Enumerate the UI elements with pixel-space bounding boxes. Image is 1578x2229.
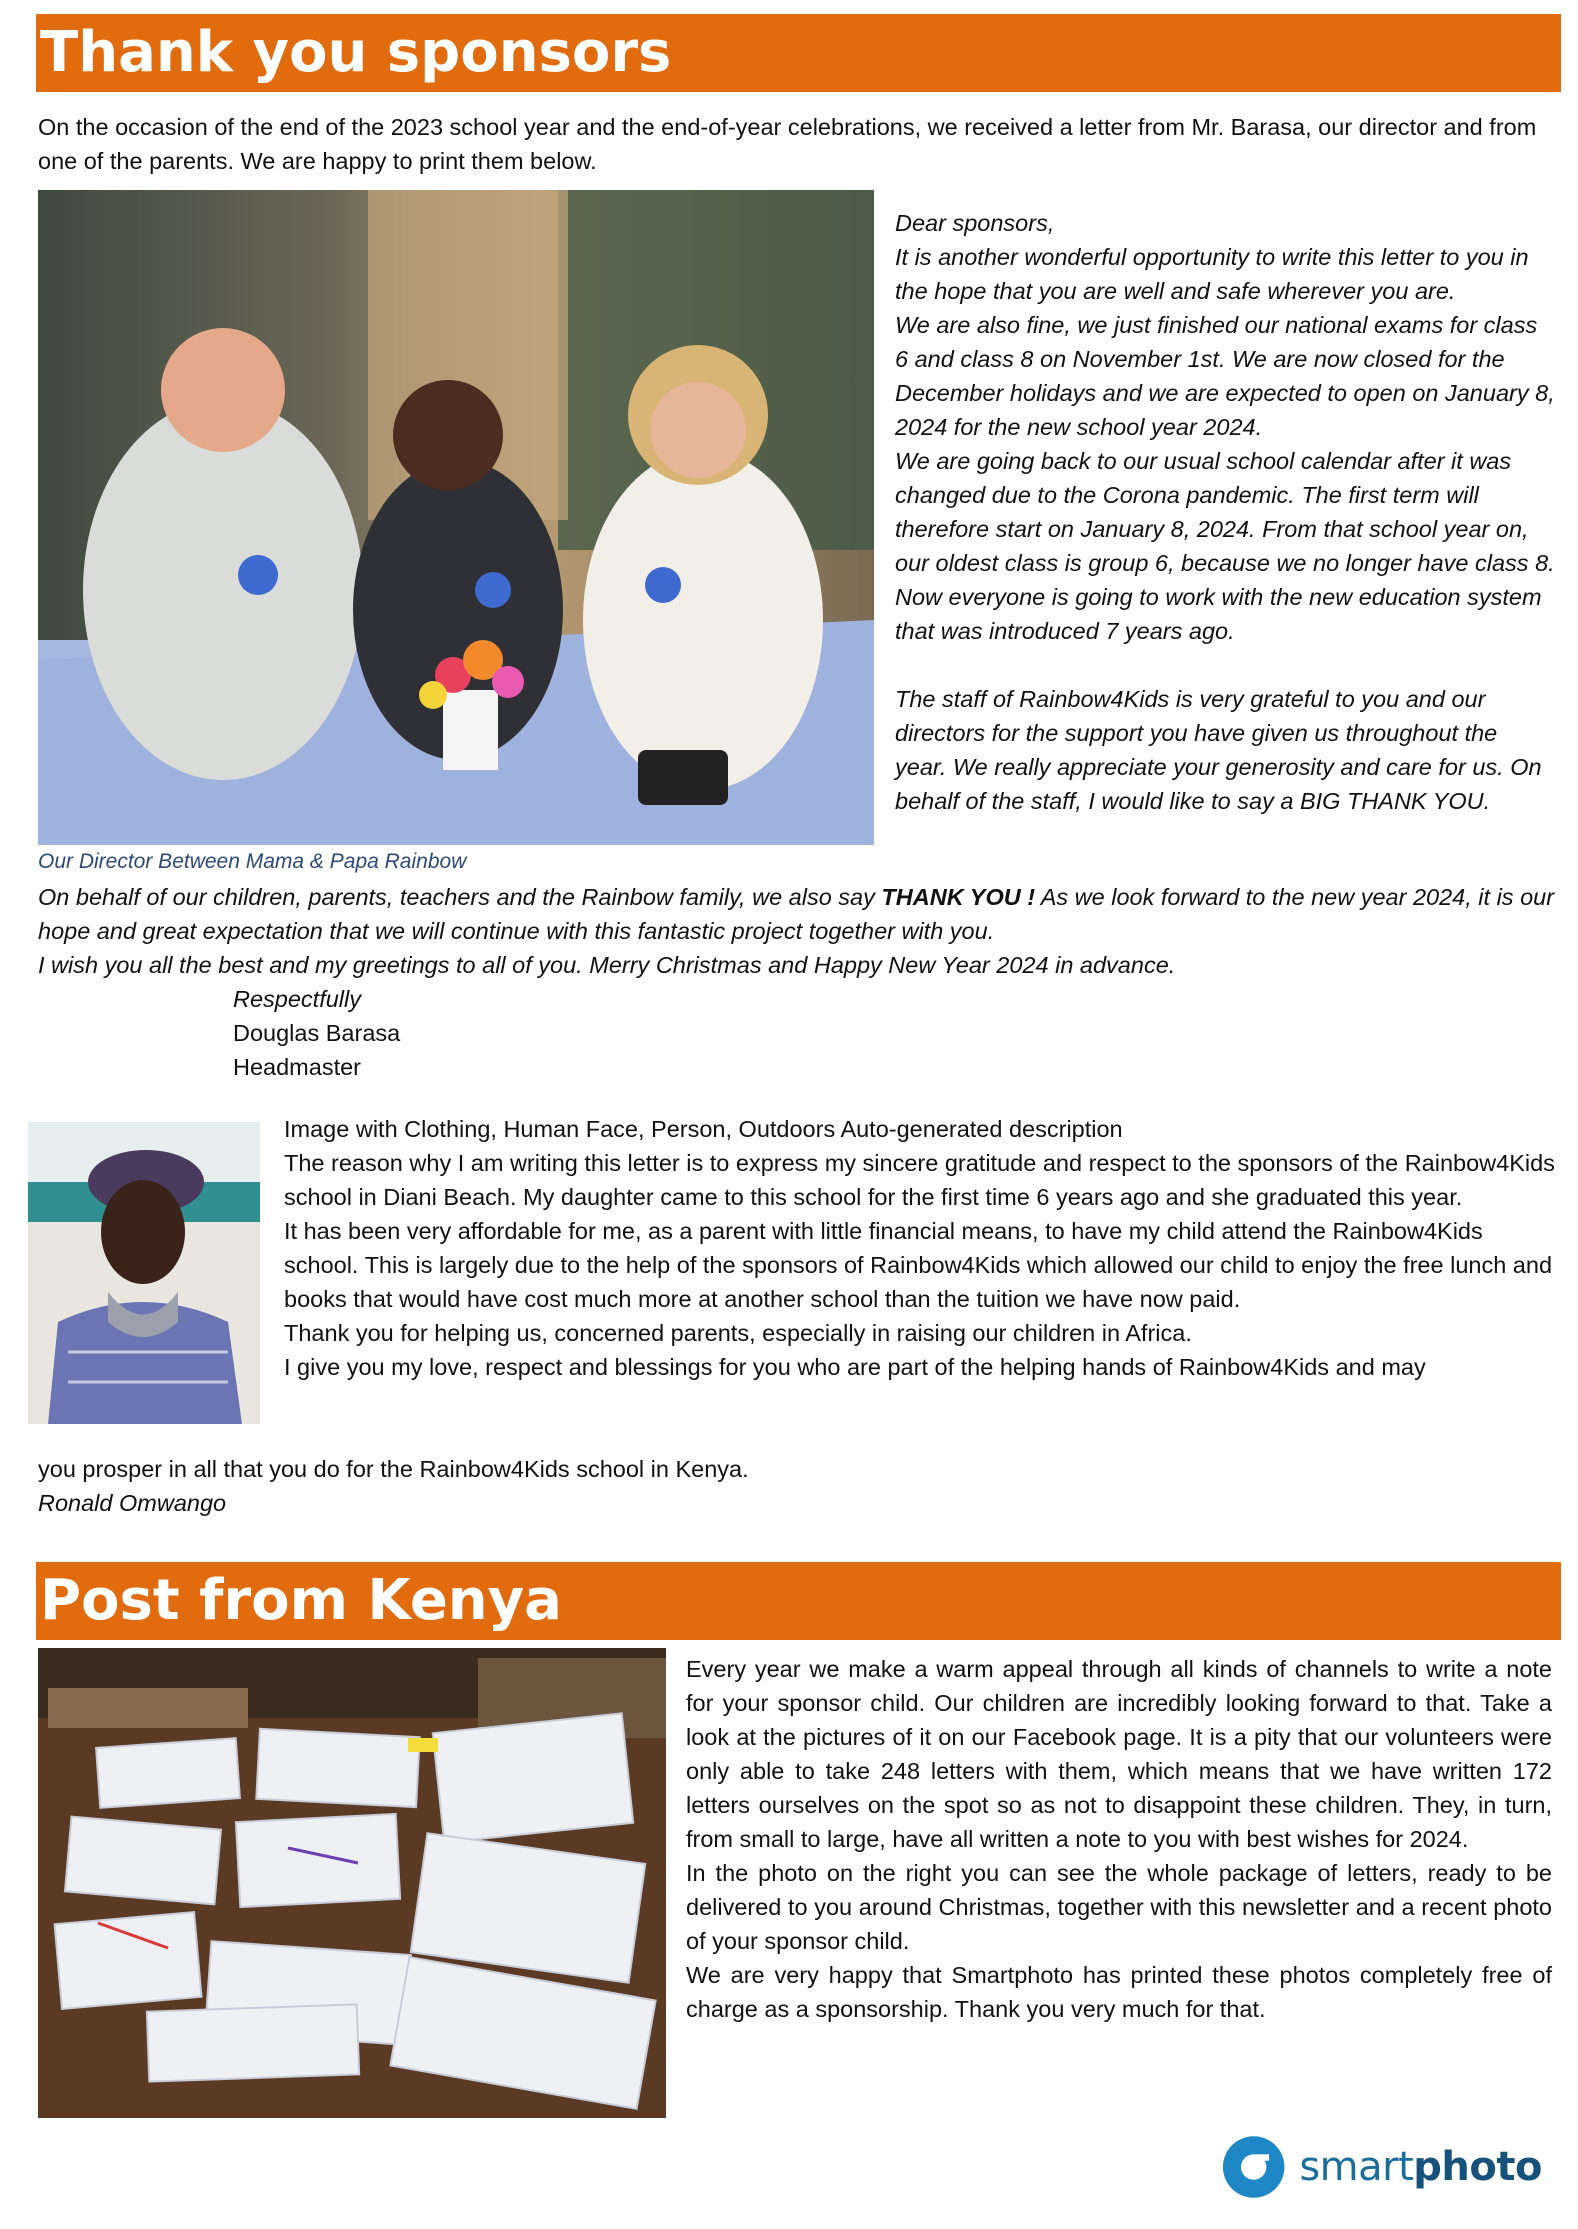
letter-paragraph: We are going back to our usual school calendar after it was changed due to the Corona pandemic. The first term will therefore start on January 8, 2024. From that school year on, our oldest class is group 6, because we no longer have class 8. Now everyone is going to work with the new education system that was introduced 7 years ago. — [895, 448, 1555, 644]
letters-photo — [38, 1648, 666, 2118]
parent-paragraph-end: you prosper in all that you do for the Rainbow4Kids school in Kenya. — [38, 1456, 749, 1482]
letter-paragraph: We are also fine, we just finished our national exams for class 6 and class 8 on November 1st. We are now closed for the December holidays and we are expected to open on January 8, 2024 for the new school year 2024. — [895, 312, 1555, 440]
post-text — [686, 1652, 1552, 2026]
smartphoto-logo-text: smartphoto — [1299, 2144, 1542, 2190]
photo-caption: Our Director Between Mama & Papa Rainbow — [38, 850, 467, 873]
smartphoto-logo — [1222, 2128, 1542, 2206]
letter-signature-name: Douglas Barasa — [233, 1020, 401, 1046]
director-letter-column — [895, 206, 1555, 818]
parent-photo — [28, 1122, 260, 1424]
post-paragraph: We are very happy that Smartphoto has printed these photos completely free of charge as a sponsorship. Thank you very much for that. — [686, 1962, 1552, 2022]
letter-paragraph: The staff of Rainbow4Kids is very grateful to you and our directors for the support you have given us throughout the year. We really appreciate your generosity and care for us. On behalf of the staff, I would like to say a BIG THANK YOU. — [895, 686, 1542, 814]
post-paragraph: Every year we make a warm appeal through all kinds of channels to write a note for your sponsor child. Our children are incredibly looking forward to that. Take a look at the pictures of it on our Facebook page. It is a pity that our volunteers were only able to take 248 letters with them, which means that we have written 172 letters ourselves on the spot so as not to disappoint these children. They, in turn, from small to large, have all written a note to you with best wishes for 2024. — [686, 1656, 1552, 1852]
letter-paragraph: On behalf of our children, parents, teachers and the Rainbow family, we also say THANK YOU ! As we look forward to the new year 2024, it is our hope and great expectation that we will continue with this fantastic project together with you. — [38, 884, 1555, 944]
parent-signature: Ronald Omwango — [38, 1490, 227, 1516]
section-title: Post from Kenya — [40, 1568, 562, 1633]
letter-paragraph: It is another wonderful opportunity to write this letter to you in the hope that you are well and safe wherever you are. — [895, 244, 1529, 304]
parent-paragraph: The reason why I am writing this letter is to express my sincere gratitude and respect to the sponsors of the Rainbow4Kids school in Diani Beach. My daughter came to this school for the first time 6 years ago and she graduated this year. — [284, 1150, 1555, 1210]
director-letter-continuation — [38, 880, 1558, 1016]
letter-paragraph: I wish you all the best and my greetings to all of you. Merry Christmas and Happy New Year 2024 in advance. — [38, 952, 1176, 978]
letter-greeting: Dear sponsors, — [895, 210, 1055, 236]
section-title: Thank you sponsors — [40, 20, 672, 85]
letter-closing: Respectfully — [233, 986, 361, 1012]
letter-signature-role: Headmaster — [233, 1054, 361, 1080]
thank-you-emphasis: THANK YOU ! — [881, 884, 1036, 910]
section-title-band — [36, 14, 1561, 92]
intro-paragraph: On the occasion of the end of the 2023 school year and the end-of-year celebrations, we received a letter from Mr. Barasa, our director and from one of the parents. We are happy to print them below. — [38, 114, 1537, 174]
parent-paragraph: It has been very affordable for me, as a parent with little financial means, to have my child attend the Rainbow4Kids school. This is largely due to the help of the sponsors of Rainbow4Kids which allowed our child to enjoy the free lunch and books that would have cost much more at another school than the tuition we have now paid. — [284, 1218, 1553, 1312]
parent-paragraph: I give you my love, respect and blessings for you who are part of the helping hands of Rainbow4Kids and may — [284, 1354, 1426, 1380]
parent-paragraph: Thank you for helping us, concerned parents, especially in raising our children in Africa. — [284, 1320, 1192, 1346]
smartphoto-logo-icon — [1222, 2132, 1285, 2202]
parent-letter — [284, 1112, 1558, 1384]
section-title-band — [36, 1562, 1561, 1640]
post-paragraph: In the photo on the right you can see the whole package of letters, ready to be delivered to you around Christmas, together with this newsletter and a recent photo of your sponsor child. — [686, 1860, 1552, 1954]
image-alt-text: Image with Clothing, Human Face, Person, Outdoors Auto-generated description — [284, 1116, 1123, 1142]
director-photo — [38, 190, 874, 845]
